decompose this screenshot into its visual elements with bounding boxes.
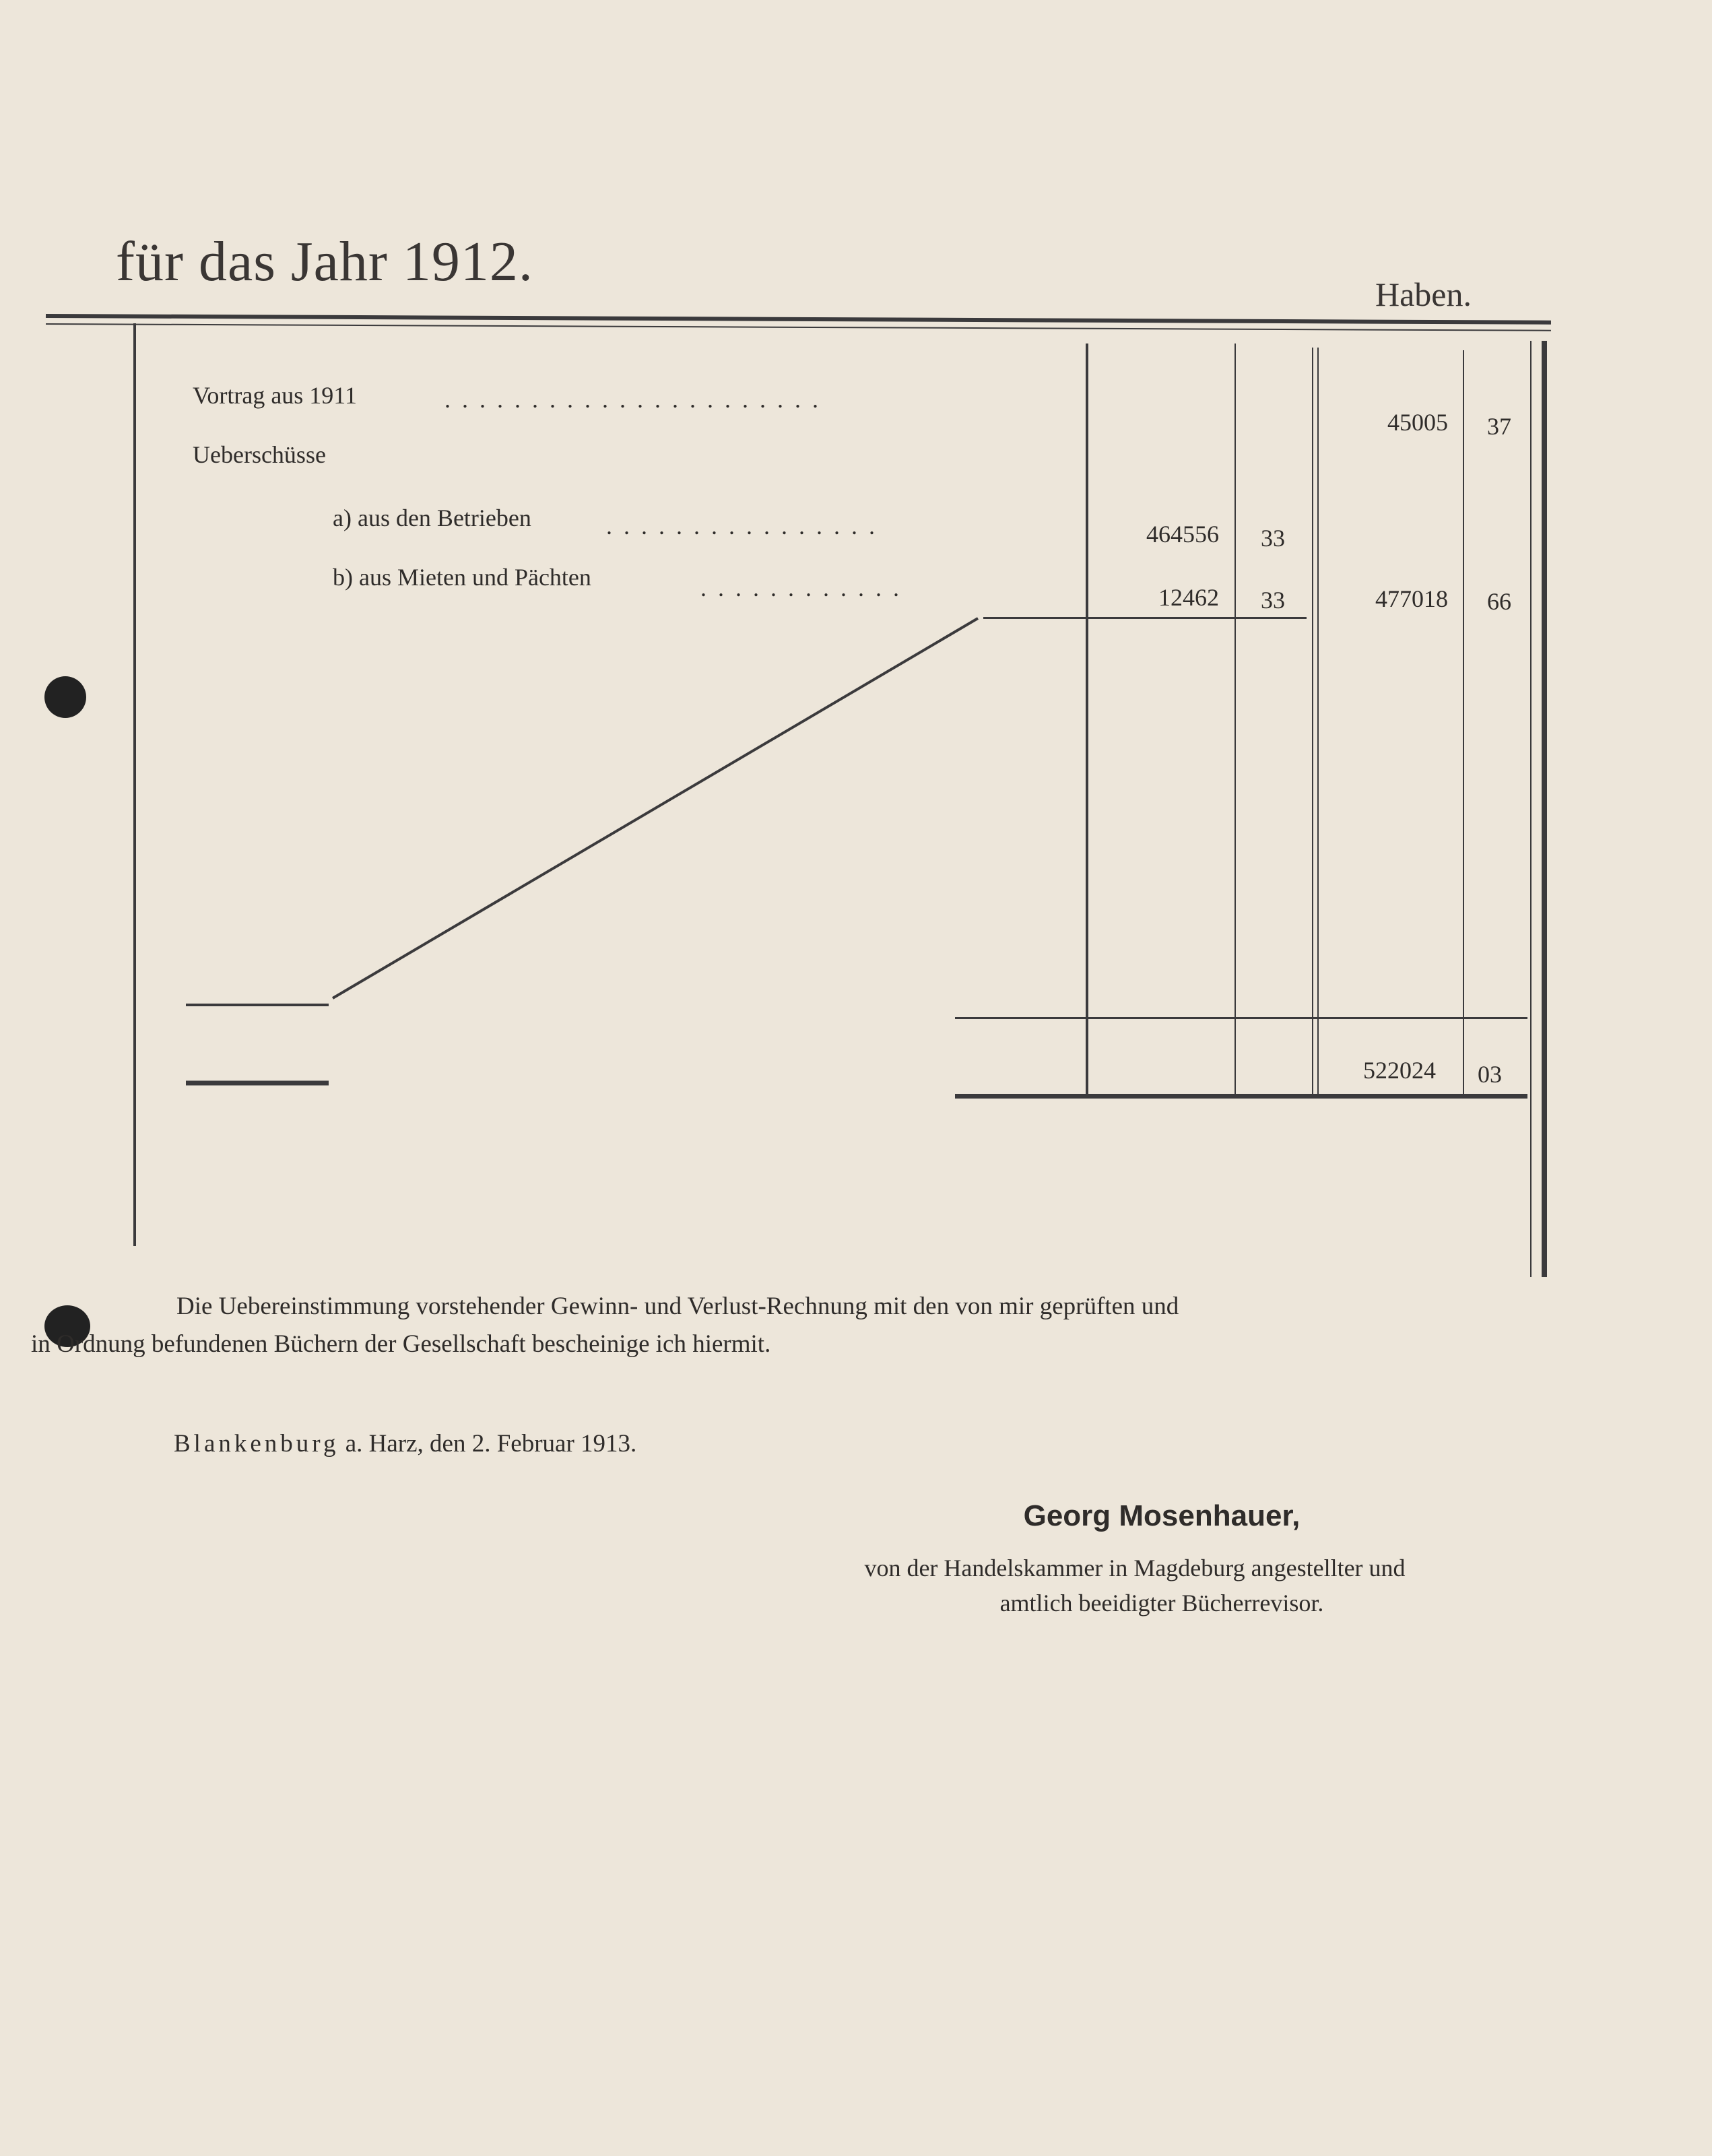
ledger-row-label-ueberschuesse: Ueberschüsse [193,441,326,468]
signatory-role-line-1: von der Handelskammer in Magdeburg angestellter und [864,1555,1406,1581]
signatory-role-line-2: amtlich beeidigter Bücherrevisor. [999,1590,1324,1616]
place-date [174,1424,636,1464]
leader-dots: ...................... [445,386,830,413]
sub-amount-mieten: 12462 [1158,584,1219,611]
grand-total-cents: 03 [1478,1061,1502,1088]
side-label-haben: Haben. [1375,275,1472,313]
leader-dots: ............ [700,575,911,601]
leader-dots: ................ [606,513,886,540]
total-cents-mieten: 66 [1487,588,1511,615]
total-rule-bottom [955,1094,1527,1099]
sub-amount-betriebe: 464556 [1146,521,1219,548]
place-name: Blankenburg [174,1430,339,1458]
signatory-name: Georg Mosenhauer, [1023,1499,1301,1532]
sub-cents-mieten: 33 [1261,587,1285,614]
grand-total-amount: 522024 [1363,1057,1436,1084]
total-amount-mieten: 477018 [1375,585,1448,612]
ledger-row-label-vortrag: Vortrag aus 1911 [193,382,357,409]
certification-line-2: in Ordnung befundenen Büchern der Gesellschaft bescheinige ich hiermit. [31,1330,771,1358]
punch-hole [44,676,86,718]
date-text: a. Harz, den 2. Februar 1913. [345,1430,637,1458]
page-title: für das Jahr 1912. [116,230,533,293]
certification-line-1: Die Uebereinstimmung vorstehender Gewinn- und Verlust-Rechnung mit den von mir geprüften und [176,1293,1179,1320]
ledger-row-label-mieten: b) aus Mieten und Pächten [333,564,591,591]
ledger-row-label-betriebe: a) aus den Betrieben [333,504,531,531]
total-rule-top [955,1017,1527,1019]
sub-cents-betriebe: 33 [1261,525,1285,552]
total-cents-vortrag: 37 [1487,413,1511,440]
total-amount-vortrag: 45005 [1387,409,1448,436]
